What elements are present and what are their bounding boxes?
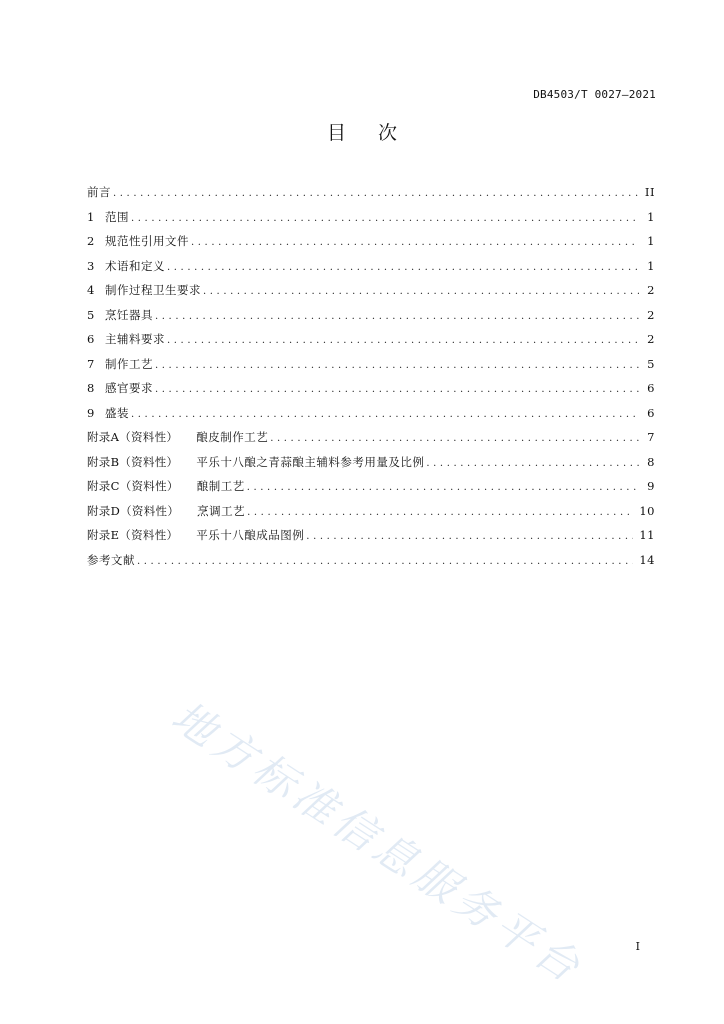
toc-entry-number: 8 — [87, 381, 95, 395]
toc-entry-label: 规范性引用文件 — [105, 234, 189, 248]
toc-annex-title: 烹调工艺 — [197, 503, 246, 518]
toc-entry-number: 7 — [87, 356, 95, 371]
toc-entry-label: 盛装 — [105, 405, 129, 420]
toc-entry-number: 9 — [87, 405, 95, 420]
toc-entry-page: 1 — [647, 209, 655, 224]
toc-title-char-1: 目 — [326, 122, 346, 144]
toc-annex-label: 附录B（资料性） — [87, 454, 179, 469]
toc-entry[interactable] — [87, 303, 655, 328]
toc-entry-number: 2 — [87, 234, 95, 248]
toc-entry-page: 6 — [647, 381, 655, 395]
toc-entry[interactable] — [87, 205, 655, 230]
toc-annex-title: 平乐十八酿成品图例 — [196, 528, 305, 542]
toc-annex-entry[interactable] — [87, 499, 655, 524]
toc-annex-label: 附录C（资料性） — [87, 479, 179, 493]
toc-annex-title: 酿制工艺 — [196, 479, 245, 493]
toc-entry-number: 6 — [87, 332, 95, 346]
toc-annex-entry[interactable] — [87, 523, 655, 548]
toc-entry-label: 术语和定义 — [105, 258, 165, 273]
toc-entry[interactable] — [87, 278, 655, 303]
toc-entry-label: 主辅料要求 — [105, 332, 165, 346]
toc-entry-number: 4 — [87, 283, 95, 297]
toc-entry[interactable] — [87, 254, 655, 279]
toc-entry[interactable] — [87, 229, 655, 254]
toc-entry-references[interactable] — [87, 548, 655, 573]
standard-code: DB4503/T 0027—2021 — [533, 88, 656, 101]
toc-annex-label: 附录D（资料性） — [87, 503, 180, 518]
toc-annex-title: 平乐十八酿之青蒜酿主辅料参考用量及比例 — [196, 454, 425, 469]
toc-entry-page: 10 — [639, 503, 655, 518]
toc-entry-page: 2 — [647, 283, 655, 297]
toc-annex-entry[interactable] — [87, 450, 655, 475]
toc-entry-label: 制作工艺 — [105, 356, 153, 371]
toc-entry-number: 3 — [87, 258, 95, 273]
toc-entry-page: 14 — [639, 552, 655, 567]
toc-entry-page: II — [644, 185, 655, 199]
toc-title-char-2: 次 — [378, 122, 398, 144]
toc-entry[interactable] — [87, 327, 655, 352]
page-number: I — [635, 940, 640, 953]
toc-annex-entry[interactable] — [87, 425, 655, 450]
toc-entry-label: 参考文献 — [87, 552, 135, 567]
toc-entry-label: 前言 — [87, 185, 111, 199]
toc-entry-page: 2 — [647, 332, 655, 346]
toc-entry-page: 11 — [639, 528, 655, 542]
toc-annex-entry[interactable] — [87, 474, 655, 499]
toc-annex-label: 附录E（资料性） — [87, 528, 179, 542]
toc-entry-number: 5 — [87, 307, 95, 322]
table-of-contents — [87, 180, 655, 572]
toc-entry[interactable] — [87, 401, 655, 426]
toc-entry-page: 1 — [647, 234, 655, 248]
toc-entry-page: 1 — [647, 258, 655, 273]
toc-entry-label: 感官要求 — [105, 381, 153, 395]
toc-annex-label: 附录A（资料性） — [87, 430, 179, 444]
toc-entry[interactable] — [87, 352, 655, 377]
toc-entry-page: 8 — [647, 454, 655, 469]
toc-entry-page: 9 — [647, 479, 655, 493]
toc-entry-page: 7 — [647, 430, 655, 444]
toc-entry-foreword[interactable] — [87, 180, 655, 205]
watermark: 地方标准信息服务平台 — [163, 691, 593, 995]
toc-entry-page: 5 — [647, 356, 655, 371]
toc-entry-number: 1 — [87, 209, 95, 224]
toc-entry[interactable] — [87, 376, 655, 401]
toc-entry-label: 烹饪器具 — [105, 307, 153, 322]
toc-entry-label: 制作过程卫生要求 — [105, 283, 201, 297]
toc-annex-title: 酿皮制作工艺 — [196, 430, 269, 444]
toc-entry-page: 2 — [647, 307, 655, 322]
toc-title — [0, 118, 724, 145]
toc-entry-label: 范围 — [105, 209, 129, 224]
toc-entry-page: 6 — [647, 405, 655, 420]
